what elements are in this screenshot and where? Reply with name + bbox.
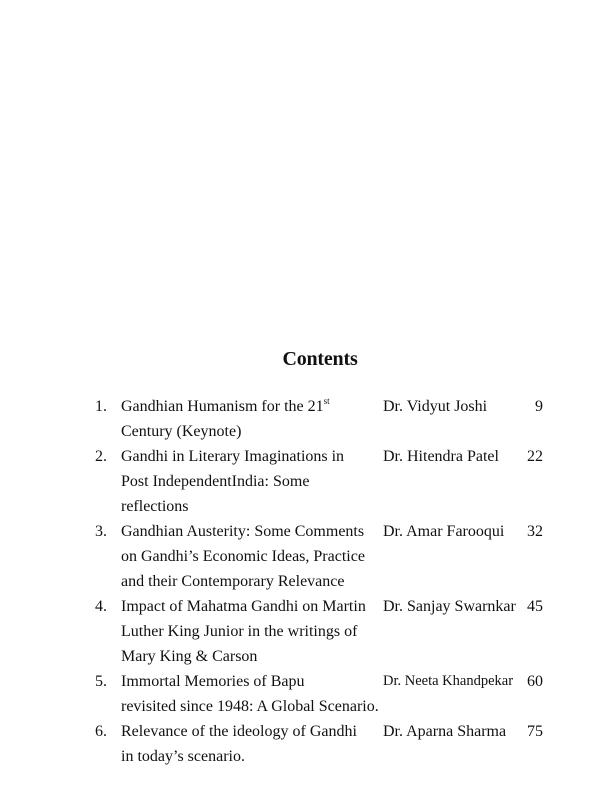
entry-page-number: 22 [527,448,543,465]
entry-page-number: 60 [527,673,543,690]
entry-author: Dr. Aparna Sharma [383,723,507,740]
entry-author: Dr. Amar Farooqui [383,523,505,540]
entry-number: 6. [95,723,107,740]
toc-entry-3[interactable] [0,519,600,594]
entry-number: 4. [95,598,107,615]
entry-number: 1. [95,398,107,415]
toc-entry-1[interactable] [0,394,600,444]
entry-page-number: 75 [527,723,543,740]
entry-author: Dr. Sanjay Swarnkar [383,598,516,615]
entry-author: Dr. Neeta Khandpekar [383,673,514,689]
entry-title-line: Luther King Junior in the writings of [121,623,358,640]
entry-title-line: Gandhian Austerity: Some Comments [121,523,365,540]
entry-title [121,669,379,719]
toc-entry-6[interactable] [0,719,600,769]
toc-entry-2[interactable] [0,444,600,519]
entry-title-line: reflections [121,498,189,515]
entry-page-number: 32 [527,523,543,540]
table-of-contents [0,394,600,769]
entry-title-line: and their Contemporary Relevance [121,573,345,590]
entry-title [121,444,379,519]
entry-number: 5. [95,673,107,690]
entry-title-line: Gandhi in Literary Imaginations in [121,448,345,465]
entry-title-line: Century (Keynote) [121,423,242,440]
entry-title-line: in today’s scenario. [121,748,245,765]
toc-entry-4[interactable] [0,594,600,669]
entry-page-number: 45 [527,598,543,615]
entry-title [121,519,379,594]
entry-title-line: on Gandhi’s Economic Ideas, Practice [121,548,365,565]
entry-title-line: Gandhian Humanism for the 21st [121,396,330,415]
entry-title-line: Immortal Memories of Bapu [121,673,305,690]
contents-heading: Contents [282,348,358,370]
entry-title-line: Relevance of the ideology of Gandhi [121,723,357,740]
entry-title-line: Impact of Mahatma Gandhi on Martin [121,598,366,615]
entry-title [121,719,379,769]
entry-number: 3. [95,523,107,540]
entry-title [121,594,379,669]
entry-author: Dr. Vidyut Joshi [383,398,488,415]
toc-entry-5[interactable] [0,669,600,719]
entry-page-number: 9 [535,398,543,415]
entry-title-line: Mary King & Carson [121,648,258,665]
entry-number: 2. [95,448,107,465]
ordinal-superscript: st [323,396,330,406]
entry-author: Dr. Hitendra Patel [383,448,499,465]
entry-title [121,394,379,444]
entry-title-line: revisited since 1948: A Global Scenario. [121,698,379,715]
entry-title-line: Post IndependentIndia: Some [121,473,310,490]
